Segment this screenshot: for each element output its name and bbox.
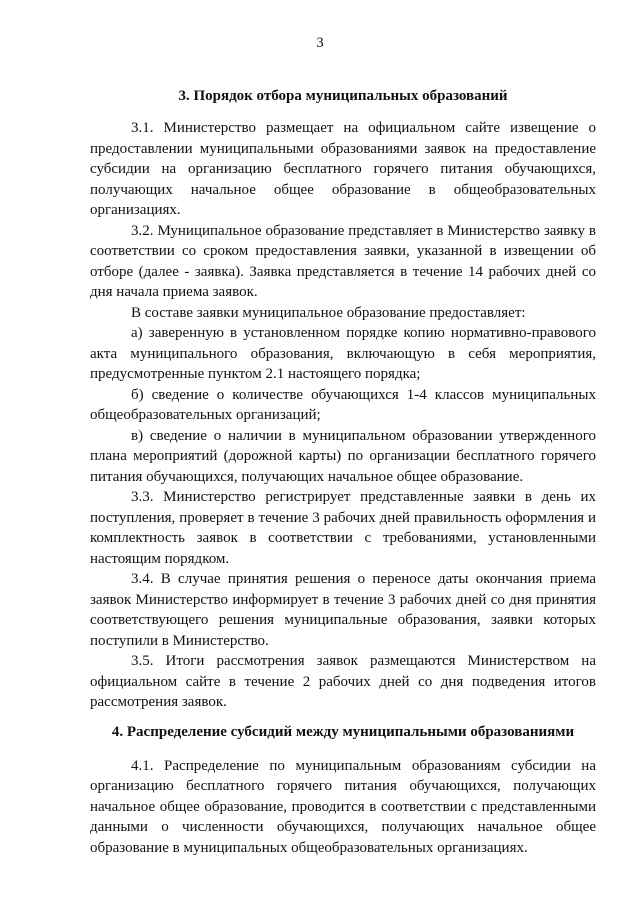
- paragraph-4-1: 4.1. Распределение по муниципальным образованиям субсидии на организацию бесплатного горячего питания обучающихся, получающих начальное общее образование, проводится в соответствии с представленными данными о численности обучающихся, получающих начальное общее образование в муниципальных общеобразовательных организациях.: [90, 757, 596, 856]
- page-number: 3: [316, 35, 324, 51]
- list-item-v: в) сведение о наличии в муниципальном образовании утвержденного плана мероприятий (дорожной карты) по организации бесплатного горячего питания обучающихся, получающих начальное общее образование.: [90, 427, 596, 485]
- paragraph-3-5: 3.5. Итоги рассмотрения заявок размещаются Министерством на официальном сайте в течение 2 рабочих дней со дня подведения итогов рассмотрения заявок.: [90, 653, 596, 710]
- paragraph-3-4: 3.4. В случае принятия решения о переносе даты окончания приема заявок Министерство информирует в течение 3 рабочих дней со дня принятия соответствующего решения муниципальные образования, заявки которых поступили в Министерство.: [90, 571, 596, 649]
- paragraph-3-1: 3.1. Министерство размещает на официальном сайте извещение о предоставлении муниципальными образованиями заявок на предоставление субсидии на организацию бесплатного горячего питания обучающихся, получающих начальное общее образование в общеобразовательных организациях.: [90, 120, 596, 218]
- section-4-heading: 4. Распределение субсидий между муниципальными образованиями: [111, 723, 575, 740]
- paragraph-3-3: 3.3. Министерство регистрирует представленные заявки в день их поступления, проверяет в течение 3 рабочих дней правильность оформления и комплектность заявок в соответствии с требованиями, установленными настоящим порядком.: [90, 489, 596, 567]
- paragraph-application-contents: В составе заявки муниципальное образование предоставляет:: [131, 304, 526, 321]
- document-body: [90, 86, 596, 858]
- list-item-b: б) сведение о количестве обучающихся 1-4 классов муниципальных общеобразовательных организаций;: [90, 386, 596, 423]
- paragraph-3-2: 3.2. Муниципальное образование представляет в Министерство заявку в соответствии со сроком предоставления заявки, указанной в извещении об отборе (далее - заявка). Заявка представляется в течение 14 рабочих дней со дня начала приема заявок.: [90, 222, 596, 300]
- section-3-heading: 3. Порядок отбора муниципальных образований: [178, 88, 508, 104]
- list-item-a: а) заверенную в установленном порядке копию нормативно-правового акта муниципального образования, включающую в себя мероприятия, предусмотренные пунктом 2.1 настоящего порядка;: [90, 325, 596, 382]
